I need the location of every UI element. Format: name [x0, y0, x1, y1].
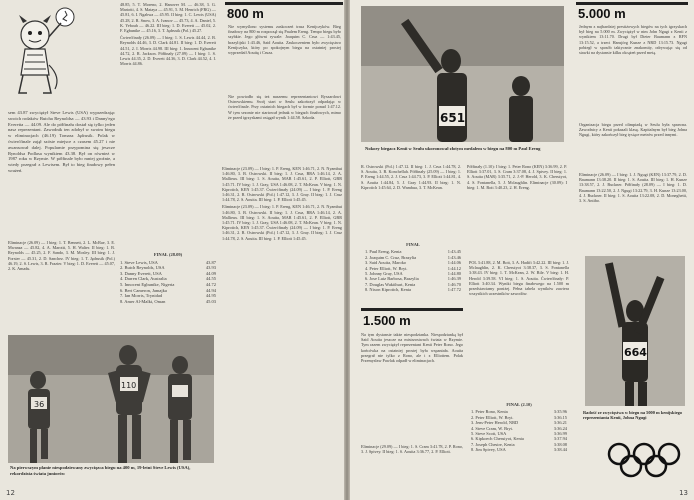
- intro-column: [8, 110, 115, 242]
- heading-rule-800: [225, 2, 343, 5]
- ereng-photo-illustration: [361, 6, 564, 142]
- runners-photo: [8, 335, 214, 463]
- heading-rule-5000: [576, 2, 688, 5]
- heading-1500m: 1.500 m: [363, 313, 411, 328]
- list-item: 4. Peter Elliott, W. Bryt. 1:44.12: [365, 265, 461, 271]
- list-item: 8. Jim Spivey, USA 3:38.44: [471, 447, 567, 453]
- list-item: 6. Bert Cameron, Jamajka 44.94: [120, 287, 216, 293]
- col-d-text: Eliminacje (26.09) — I bieg: 1. J. Ngugi (KEN) 13:37.79, 2. D. Baumann 13:38.20. II bieg: 1. S. Aouita. III bieg: 1. H. Kunze 13:38.57, 2. J. Buckner. Półfinały (28.09) — I bieg: 1. D. Baumann 13:22.50, 2. J. Ngugi 13:22.79, 3. H. Kunze 13:23.00, 4. J. Buckner. II bieg: 1. S. Aouita 13:22.08, 2. D. Moneghetti, 3. S. Antibo.: [579, 172, 687, 204]
- intro-text: sem 43.87 zwyciężył Steve Lewis (USA) wyprzedzając swoich rodaków Butcha Reynoldsa — 43.93 i Danny'ego Everetta — 44.09. Ale do półfinału dostał się tylko jeden nasz reprezentant. Zawodnik ten zdobył w swoim biegu w eliminacjach (46.19) Tomasz Jędrusik. Polak w ćwierćfinale zajął szóste miejsce z czasem 45.27 i nie awansował dalej. Popularnie przypomina się jeszcze Rynoldsa Podlasa wynikiem 43.38. Był on również w 1987 roku w Rzymie. W półfinale było mniej groźnie, a wtedy przegrał z Lewisem. Był to bieg finałowy pełen wrażeń.: [8, 110, 115, 173]
- col-5000-more: [579, 122, 687, 170]
- mid-column-text: 48.85, 5. T. Moreno, 2. Hanover M. — 46.38, 3. G. Mariotti, 4. S. Mataya — 45.91, 5. M. Henrich (FRG) — 45.81, 6. I. Ngabwa — 45.95. II bieg: 1. C. Lewis (USA) 45.28, 2. R. Snow, 3. A. Ivanov — 45.73, 4. A. Daniel, 5. K. Yeboah — 46.22. III bieg: 1. D. Everett — 45.02, 2. F. Egbunike — 45.16, 3. T. Jędrusik (Pol.) 45.27.: [120, 2, 216, 34]
- ereng-photo-caption: Nokoey biegacz Kenii w Seulu ukoronował złotym medalem w biegu na 800 m Paul Ereng: [365, 146, 541, 151]
- col-d: [579, 172, 687, 257]
- bib-number-right: 664: [624, 346, 647, 359]
- col-800-results-text: Eliminacje (23.09) — I bieg: 1. P. Ereng, KEN 1:46.71, 2. N. Nyambui 1:46.80, 3. B. Ostrowski. II bieg: 1. J. Cruz, BRA 1:46.14, 2. A. Mallieux. III bieg: 1. S. Aouita, MAR 1:45.61, 2. P. Elliott, GBR 1:45.71. IV bieg: 1. J. Gray, USA 1:46.08, 2. T. McKean. V bieg: 1. N. Kiprotich, KEN 1:45.37. Ćwierćfinały (24.09) — I bieg: 1. P. Ereng 1:46.31, 2. R. Ostrowski (Pol.) 1:47.12, 3. J. Gray. II bieg: 1. J. Cruz 1:44.78, 2. S. Aouita. III bieg: 1. P. Elliott 1:45.45.: [222, 166, 342, 203]
- list-item: 1. Peter Rono, Kenia 3:35.96: [471, 409, 567, 415]
- final-1500-block: [471, 400, 567, 495]
- final-800-title: FINAŁ: [406, 242, 420, 247]
- list-item: 5. Steve Scott, USA 3:36.99: [471, 431, 567, 437]
- col-a-text: R. Ostrowski (Pol.) 1:47.12. II bieg: 1. J. Cruz 1:44.78, 2. S. Aouita, 3. B. Konchellah. Półfinały (25.09) — I bieg: 1. P. Ereng 1:44.55, 2. J. Cruz 1:44.73, 3. P. Elliott 1:44.81, 4. S. Aouita 1:44.84, 5. J. Gray 1:44.93. II bieg: 1. N. Kiprotich 1:45.64, 2. D. Wambua, 3. T. McKean.: [361, 164, 461, 190]
- list-item: 8. Amer Al-Malki, Oman 45.03: [120, 298, 216, 304]
- col-800-a: [228, 24, 341, 92]
- hodori-mascot-icon: [5, 5, 80, 100]
- olympic-rings-icon: [605, 440, 685, 480]
- page-number-right: 13: [679, 489, 688, 497]
- heading-rule-1500: [361, 308, 463, 311]
- runners-photo-caption: Na pierwszym planie niespodziewany zwycięzca biegu na 400 m, 19-letni Steve Lewis (USA), rekordzista świata juniorów: [10, 465, 191, 476]
- semifinal-text: Ćwierćfinały (26.09) — I bieg: 1. S. Lewis 44.44, 2. B. Reynolds 44.46, 3. D. Clark 44.81. II bieg: 1. D. Everett 44.51, 2. I. Morris 44.98. III bieg: 1. Innocent Egbunike 44.72, 2. R. Jackson. Półfinały (27.09) — I bieg: 1. S. Lewis 44.35, 2. D. Everett 44.36, 3. D. Clark 44.52, 4. I. Morris 44.86.: [120, 35, 216, 67]
- list-item: 6. Jose Luiz Barbosa, Brazylia 1:46.39: [365, 276, 461, 282]
- list-item: 7. Douglas Wakiihuri, Kenia 1:46.70: [365, 281, 461, 287]
- col-800-text-b: Nie powiodło się też naszemu reprezentantowi Ryszardowi Ostrowskiemu. Swój start w Seulu zakończył odpadając w ćwierćfinale. Przy ostatnich biegach był w formie ponad 1:47.12. W tym sezonie nie startował jednak w biegach finałowych, mimo że przed igrzyskami osiągał wynik 1:44.58. Szkoda.: [228, 94, 341, 120]
- heading-5000m: 5.000 m: [578, 6, 626, 21]
- bib-number-top: 651: [440, 111, 466, 125]
- col-b-text: Półfinały (1.10): I bieg: 1. Peter Rono (KEN) 3:36.99, 2. P. Elliott 3:37.01, 3. S. Cram 3:37.08, 4. J. Spivey. II bieg: 1. S. Aouita (MAR) 3:35.71, 2. J.-P. Herold, 3. K. Cheruiyot, 4. S. Fontanella, 5. J. Mclaughlin. Eliminacje (30.09): I bieg: 1. M. Boit 3:40.23, 2. H. Ereng.: [467, 164, 567, 190]
- list-item: 4. Darren Clark, Australia 44.55: [120, 276, 216, 282]
- runners-photo-illustration: [8, 335, 214, 463]
- ngugi-photo: [585, 256, 685, 406]
- col-5000: [579, 24, 687, 120]
- right-page: [347, 0, 694, 500]
- col-1500-elim-text: Eliminacje (29.09) — I bieg: 1. S. Cram 3:41.78, 2. P. Rono, 3. J. Spivey. II bieg: 1. S. Aouita 3:36.77, 2. P. Elliott.: [361, 444, 463, 455]
- col-800-text-a: Nie wymyślono systemu zaskoczeń trasa Kenijczyków. Bieg finałowy na 800 m rozpoczął się Paulem Ereng. Tempo biegu było szybkie. Jego główni rywale: Joaquim C. Cruz — 1:43.45, brazylijski 1:43.46, Said Aouita. Zaskoczeniem było zwycięstwo Kenijczyka, który po spokojnym biegu na ostatniej prostej wyprzedził Aouitę i Cruza.: [228, 24, 341, 56]
- col-a: [361, 164, 461, 239]
- list-item: 4. Steve Cram, W. Bryt. 3:36.24: [471, 425, 567, 431]
- list-item: 8. Nixon Kiprotich, Kenia 1:47.72: [365, 287, 461, 293]
- list-item: 1. Steve Lewis, USA 43.87: [120, 259, 216, 265]
- col-800-b: [228, 94, 341, 164]
- col-b: [467, 164, 567, 259]
- col-1500-elim: [361, 444, 463, 494]
- col-1500: [361, 332, 463, 442]
- col-1500-text: Na tym dystansie także niespodzianka. Niespodzianką był Said Aouita jeszcze na mistrzostwach świata w Rzymie. Tym razem zwyciężył reprezentant Kenii Peter Rono. Jego końcówka na ostatniej prostej była wspaniała. Aouita przegrał nie tylko z Rono, ale i z Elliottem. Polak Przemysław Pawlak odpadł w eliminacjach.: [361, 332, 463, 364]
- list-item: 5. Johnny Gray, USA 1:44.80: [365, 271, 461, 277]
- eliminations-column: [8, 240, 115, 328]
- svg-text:110: 110: [121, 381, 137, 390]
- list-item: 6. Kipkoech Cheruiyot, Kenia 3:37.94: [471, 436, 567, 442]
- list-item: 3. Danny Everett, USA 44.09: [120, 270, 216, 276]
- list-item: 1. Paul Ereng, Kenia 1:43.45: [365, 249, 461, 255]
- col-5000-more-text: Organizacja biegu przed olimpiadą w Seulu była sprawna. Zawodnicy z Kenii pokazali klasę. Kapitalnym był bieg Johna Ngugi, który zakończył bieg tysiące metrów przed innymi.: [579, 122, 687, 138]
- page-number-left: 12: [6, 489, 15, 497]
- final-400-title: FINAŁ (28.09): [153, 252, 183, 257]
- col-c-text: POL 3:41.88, 2. M. Boit, 3. A. Hadifi 3:42.22. III bieg: 1. J. Mclaughlin, 2. K. Cheruiyot 3:38.37, 3. S. Fontanella 3:38.43. IV bieg: 1. T. McKean, 2. W. Bile. V bieg: 1. H. Herold 3:39.58. VI bieg: 1. S. Aouita. Ćwierćfinały: P. Elliott 3:40.34. Wyniki biegu finałowego na 1.500 m przedstawiamy poniżej. Pełna tabela wyników zawiera wszystkich uczestników zawodów.: [469, 260, 569, 297]
- list-item: 5. Innocent Egbunike, Nigeria 44.72: [120, 281, 216, 287]
- final-1500-list: [471, 409, 567, 452]
- list-item: 2. Joaquim C. Cruz, Brazylia 1:43.46: [365, 254, 461, 260]
- col-c: [469, 260, 569, 400]
- svg-text:36: 36: [34, 400, 45, 409]
- ngugi-photo-illustration: [585, 256, 685, 406]
- ngugi-photo-caption: Radość ze zwycięstwa w biegu na 5000 m kenijskiego reprezentanta Kenii, Johna Ngugi: [583, 410, 683, 421]
- eliminations-text: Eliminacje (26.09) — I bieg: 1. T. Bennett, 2. L. McRae, 3. E. Mwanza — 45.82, 4. A. Marotti, 5. H. Walter. II bieg: 1. B. Reynolds — 45.25, 2. F. Sando, 3. M. Mosley. III bieg: 1. J. Forster — 45.31, 2. D. Sanchez. IV bieg: 1. T. Jędrusik (Pol.) 46.19, 2. S. Lewis, 3. R. Frazier. V bieg: 1. D. Everett — 45.07, 2. K. Amadu.: [8, 240, 115, 272]
- list-item: 7. Joseph Chesire, Kenia 3:38.08: [471, 441, 567, 447]
- final-400-block: [120, 250, 216, 330]
- page-gutter: [344, 0, 350, 500]
- col-800-results-text-continued: Eliminacje (23.09) — I bieg: 1. P. Ereng, KEN 1:46.71, 2. N. Nyambui 1:46.80, 3. B. Ostrowski. II bieg: 1. J. Cruz, BRA 1:46.14, 2. A. Mallieux. III bieg: 1. S. Aouita, MAR 1:45.61, 2. P. Elliott, GBR 1:45.71. IV bieg: 1. J. Gray, USA 1:46.08, 2. T. McKean. V bieg: 1. N. Kiprotich, KEN 1:45.37. Ćwierćfinały (24.09) — I bieg: 1. P. Ereng 1:46.31, 2. R. Ostrowski (Pol.) 1:47.12, 3. J. Gray. II bieg: 1. J. Cruz 1:44.78, 2. S. Aouita. III bieg: 1. P. Elliott 1:45.45.: [222, 204, 342, 241]
- final-800-list: [365, 249, 461, 292]
- list-item: 7. Ian Morris, Trynidad 44.95: [120, 293, 216, 299]
- mid-column: [120, 2, 216, 180]
- list-item: 2. Peter Elliott, W. Bryt. 3:36.15: [471, 414, 567, 420]
- heading-800m: 800 m: [227, 6, 264, 21]
- list-item: 3. Said Aouita, Maroko 1:44.06: [365, 260, 461, 266]
- final-400-list: [120, 260, 216, 305]
- list-item: 3. Jens-Peter Herold, NRD 3:36.21: [471, 420, 567, 426]
- final-800-block: [365, 240, 461, 302]
- list-item: 2. Butch Reynolds, USA 43.93: [120, 265, 216, 271]
- ereng-photo: [361, 6, 564, 142]
- final-1500-title: FINAŁ (2.10): [506, 402, 532, 407]
- col-5000-text: Jednym z najbardziej prestiżowych biegów na tych igrzyskach był bieg na 5.000 m. Zwyciężył w nim John Ngugi z Kenii z wynikiem 13:11.70. Drugi był Dieter Baumann z RFN 13:15.52, a trzeci Hansjörg Kunze z NRD 13:15.73. Ngugi pobiegł w sposób taktycznie znakomity, odrywając się od stawki na dystansie kilku okrążeń przed metą.: [579, 24, 687, 56]
- col-800-results: [222, 166, 342, 466]
